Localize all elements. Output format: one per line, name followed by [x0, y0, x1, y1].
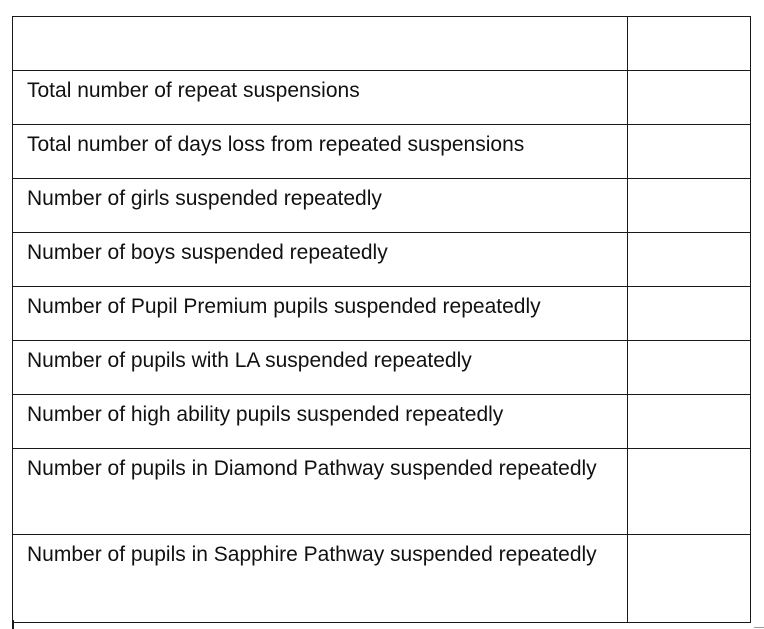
- row-value-cell: [628, 287, 751, 341]
- table-header-row: [13, 17, 751, 71]
- table-row: [13, 535, 751, 623]
- row-label: Number of pupils in Diamond Pathway suspended repeatedly: [13, 449, 628, 535]
- table-row: [13, 449, 751, 535]
- corner-mark: [754, 627, 764, 628]
- row-label: Number of high ability pupils suspended repeatedly: [13, 395, 628, 449]
- row-value-cell: [628, 233, 751, 287]
- row-value-cell: [628, 341, 751, 395]
- table-row: [13, 395, 751, 449]
- table-row: [13, 125, 751, 179]
- table-row: [13, 71, 751, 125]
- row-label: Number of pupils with LA suspended repeatedly: [13, 341, 628, 395]
- row-label: Total number of days loss from repeated suspensions: [13, 125, 628, 179]
- header-value-cell: [628, 17, 751, 71]
- row-value-cell: [628, 179, 751, 233]
- row-value-cell: [628, 125, 751, 179]
- table-row: [13, 179, 751, 233]
- row-label: Number of pupils in Sapphire Pathway suspended repeatedly: [13, 535, 628, 623]
- row-label: Number of Pupil Premium pupils suspended repeatedly: [13, 287, 628, 341]
- row-value-cell: [628, 535, 751, 623]
- row-value-cell: [628, 395, 751, 449]
- table-row: [13, 341, 751, 395]
- table-row: [13, 233, 751, 287]
- table-row: [13, 287, 751, 341]
- page-edge-mark: [12, 620, 14, 629]
- row-value-cell: [628, 71, 751, 125]
- row-label: Total number of repeat suspensions: [13, 71, 628, 125]
- row-value-cell: [628, 449, 751, 535]
- row-label: Number of girls suspended repeatedly: [13, 179, 628, 233]
- row-label: Number of boys suspended repeatedly: [13, 233, 628, 287]
- header-label-cell: [13, 17, 628, 71]
- suspensions-table: [12, 16, 751, 623]
